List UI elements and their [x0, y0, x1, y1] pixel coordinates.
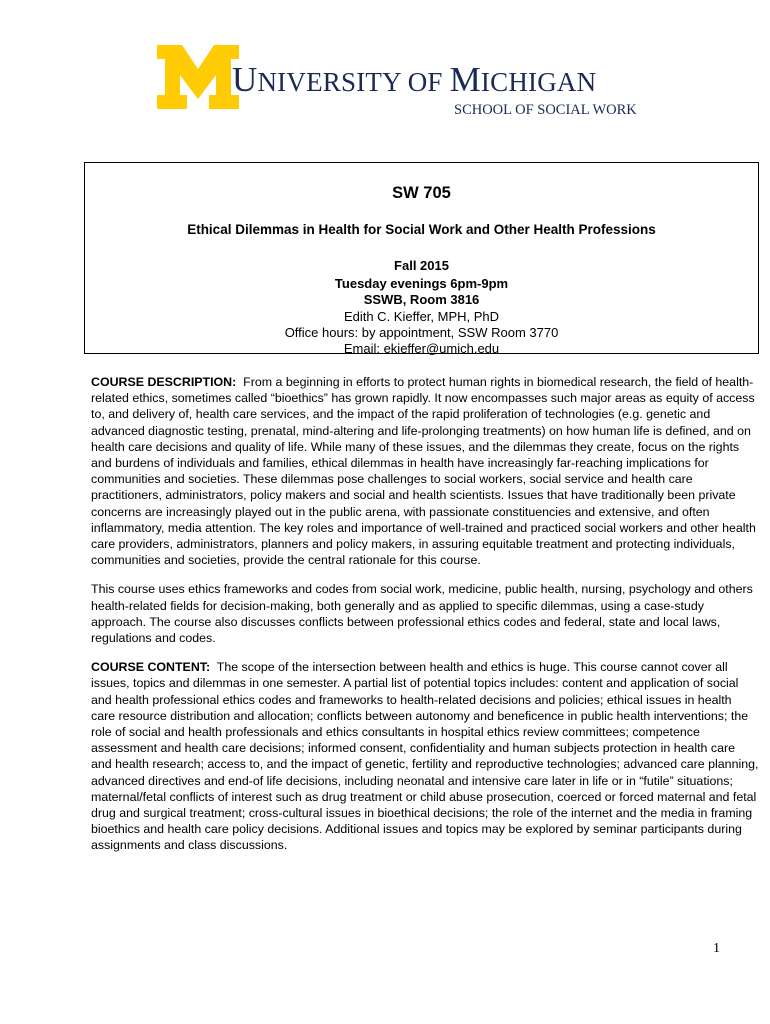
university-name — [232, 62, 596, 97]
university-initial-u: U — [232, 60, 258, 99]
course-term: Fall 2015 — [394, 258, 449, 273]
page-number: 1 — [713, 941, 720, 956]
university-initial-m: M — [449, 60, 481, 99]
frameworks-text: This course uses ethics frameworks and codes from social work, medicine, public health, nursing, psychology and others health-related fields for decision-making, both generally and as applied to specific dilemmas, using a case-study approach. The course also discusses conflicts between professional ethics codes and federal, state and local laws, regulations and codes. — [91, 582, 753, 646]
university-name-part-2: ICHIGAN — [480, 67, 597, 97]
office-hours: Office hours: by appointment, SSW Room 3770 — [284, 325, 559, 340]
course-content-label: COURSE CONTENT: — [91, 660, 211, 675]
course-room: SSWB, Room 3816 — [363, 292, 480, 307]
course-schedule: Tuesday evenings 6pm-9pm — [334, 276, 509, 291]
course-header-box — [84, 162, 759, 354]
course-code: SW 705 — [392, 184, 451, 202]
instructor-name: Edith C. Kieffer, MPH, PhD — [343, 309, 500, 324]
course-content-paragraph — [91, 659, 759, 853]
course-description-paragraph — [91, 374, 759, 568]
university-name-part-1: NIVERSITY OF — [257, 67, 450, 97]
course-description-label: COURSE DESCRIPTION: — [91, 375, 237, 389]
school-name: SCHOOL OF SOCIAL WORK — [454, 102, 637, 118]
frameworks-paragraph — [91, 581, 759, 646]
course-title: Ethical Dilemmas in Health for Social Work and Other Health Professions — [187, 222, 656, 237]
block-m-logo — [157, 45, 239, 109]
instructor-email: Email: ekieffer@umich.edu — [343, 341, 500, 356]
block-m-shape — [157, 45, 239, 109]
course-content-text: The scope of the intersection between health and ethics is huge. This course cannot cover all issues, topics and dilemmas in one semester. A partial list of potential topics includes: content and application of social and health professional ethics codes and frameworks to health-related decisions and policies; ethical issues in health care resource distribution and allocation; conflicts between autonomy and beneficence in public health interventions; the role of social and health professionals and ethics consultants in hospital ethics review committees; competence assessment and health care decisions; informed consent, confidentiality and human subjects protection in health care and health research; access to, and the impact of genetic, fertility and reproductive technologies; advanced care planning, advanced directives and end-of life decisions, including neonatal and intensive care later in life or in “futile” situations; maternal/fetal conflicts of interest such as drug treatment or child abuse prosecution, coerced or forced maternal and fetal drug and surgical treatment; cross-cultural issues in bioethical decisions; the role of the internet and the media in framing bioethics and health care policy decisions. Additional issues and topics may be explored by seminar participants during assignments and class discussions. — [91, 660, 759, 853]
syllabus-body — [91, 374, 759, 867]
course-description-text: From a beginning in efforts to protect human rights in biomedical research, the field of health-related ethics, sometimes called “bioethics” has grown rapidly. It now encompasses such major areas as equity of access to, and delivery of, health care services, and the impact of the rapid proliferation of technologies (e.g. genetic and advanced diagnostic testing, prenatal, mind-altering and life-prolonging treatments) on how human life is defined, and on health care decisions and quality of life. While many of these issues, and the dilemmas they create, focus on the rights and burdens of individuals and families, ethical dilemmas in health have increasingly far-reaching implications for communities and societies. These dilemmas pose challenges to social workers, social service and health care practitioners, administrators, policy makers and social and health scientists. Issues that have traditionally been private concerns are increasingly played out in the public arena, with passionate constituencies and extensive, and often inflammatory, media attention. The key roles and importance of well-trained and practiced social workers and other health care providers, administrators, planners and policy makers, in assuring equitable treatment and protecting individuals, communities and societies, provide the central rationale for this course. — [91, 375, 756, 568]
